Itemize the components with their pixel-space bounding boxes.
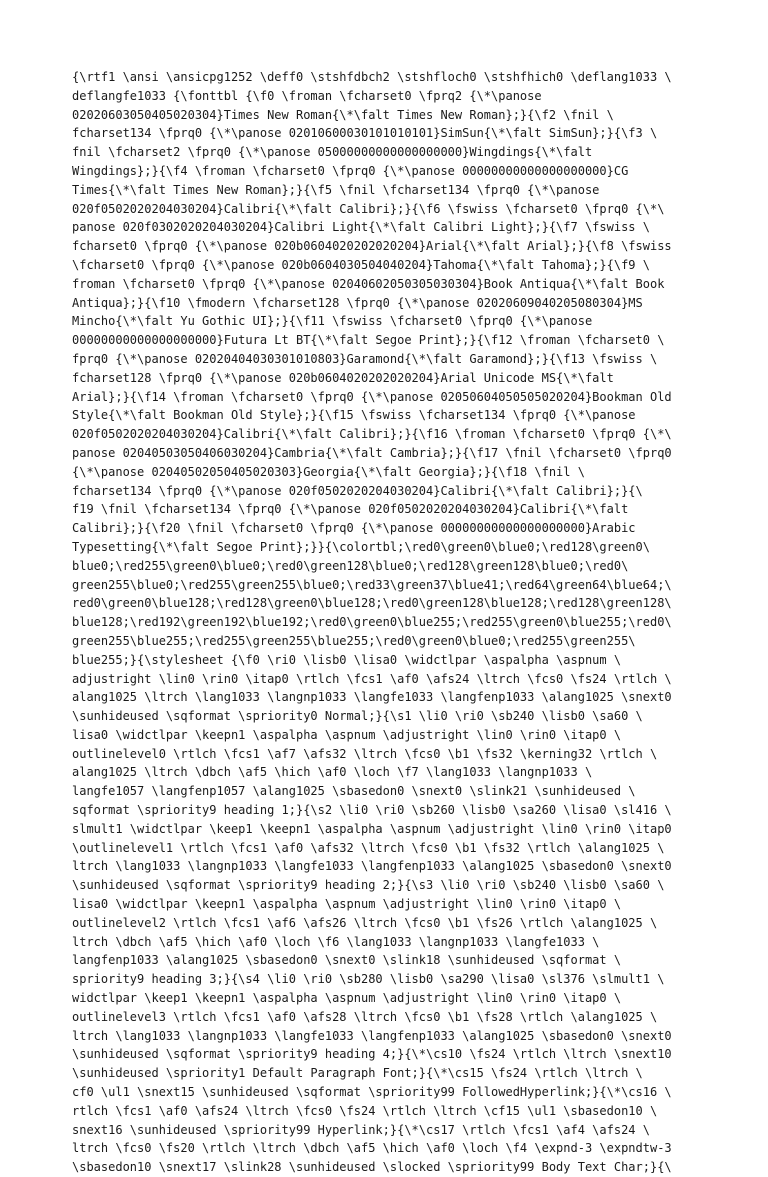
text-line: {\*\panose 02040502050405020303}Georgia{\*\falt Georgia};}{\f18 \fnil \ bbox=[72, 464, 585, 479]
text-line: blue0;\red255\green0\blue0;\red0\green128\blue0;\red128\green128\blue0;\red0\ bbox=[72, 558, 629, 573]
text-line: \fcharset0 \fprq0 {\*\panose 020b0604030504040204}Tahoma{\*\falt Tahoma};}{\f9 \ bbox=[72, 257, 650, 272]
text-line: outlinelevel3 \rtlch \fcs1 \af0 \afs28 \ltrch \fcs0 \b1 \fs28 \rtlch \alang1025 \ bbox=[72, 1009, 658, 1024]
text-line: \sunhideused \sqformat \spriority0 Normal;}{\s1 \li0 \ri0 \sb240 \lisb0 \sa60 \ bbox=[72, 709, 643, 724]
text-line: ltrch \lang1033 \langnp1033 \langfe1033 \langfenp1033 \alang1025 \sbasedon0 \snext0 bbox=[72, 859, 672, 874]
text-line: spriority9 heading 3;}{\s4 \li0 \ri0 \sb280 \lisb0 \sa290 \lisa0 \sl376 \slmult1 \ bbox=[72, 972, 665, 987]
text-line: blue255;}{\stylesheet {\f0 \ri0 \lisb0 \lisa0 \widctlpar \aspalpha \aspnum \ bbox=[72, 652, 622, 667]
text-line: \sunhideused \spriority1 Default Paragraph Font;}{\*\cs15 \fs24 \rtlch \ltrch \ bbox=[72, 1066, 643, 1081]
text-line: lisa0 \widctlpar \keepn1 \aspalpha \aspnum \adjustright \lin0 \rin0 \itap0 \ bbox=[72, 727, 622, 742]
text-line: fcharset134 \fprq0 {\*\panose 02010600030101010101}SimSun{\*\falt SimSun};}{\f3 \ bbox=[72, 126, 658, 141]
text-line: panose 020f0302020204030204}Calibri Light{\*\falt Calibri Light};}{\f7 \fswiss \ bbox=[72, 220, 650, 235]
text-line: sqformat \spriority9 heading 1;}{\s2 \li0 \ri0 \sb260 \lisb0 \sa260 \lisa0 \sl416 \ bbox=[72, 803, 672, 818]
text-line: fnil \fcharset2 \fprq0 {\*\panose 05000000000000000000}Wingdings{\*\falt bbox=[72, 145, 593, 160]
text-line: 02020603050405020304}Times New Roman{\*\falt Times New Roman};}{\f2 \fnil \ bbox=[72, 107, 614, 122]
text-line: Mincho{\*\falt Yu Gothic UI};}{\f11 \fswiss \fcharset0 \fprq0 {\*\panose bbox=[72, 314, 593, 329]
text-line: Style{\*\falt Bookman Old Style};}{\f15 \fswiss \fcharset134 \fprq0 {\*\panose bbox=[72, 408, 636, 423]
text-line: ltrch \lang1033 \langnp1033 \langfe1033 \langfenp1033 \alang1025 \sbasedon0 \snext0 bbox=[72, 1028, 672, 1043]
text-line: red0\green0\blue128;\red128\green0\blue128;\red0\green128\blue128;\red128\green128\ bbox=[72, 596, 672, 611]
rtf-source-text bbox=[72, 68, 700, 1177]
text-line: green255\blue0;\red255\green255\blue0;\red33\green37\blue41;\red64\green64\blue64;\ bbox=[72, 577, 672, 592]
text-line: cf0 \ul1 \snext15 \sunhideused \sqformat \spriority99 FollowedHyperlink;}{\*\cs16 \ bbox=[72, 1085, 672, 1100]
text-line: widctlpar \keep1 \keepn1 \aspalpha \aspnum \adjustright \lin0 \rin0 \itap0 \ bbox=[72, 991, 622, 1006]
text-line: 020f0502020204030204}Calibri{\*\falt Calibri};}{\f16 \froman \fcharset0 \fprq0 {\*\ bbox=[72, 427, 672, 442]
text-line: Typesetting{\*\falt Segoe Print};}}{\colortbl;\red0\green0\blue0;\red128\green0\ bbox=[72, 539, 650, 554]
text-line: outlinelevel2 \rtlch \fcs1 \af6 \afs26 \ltrch \fcs0 \b1 \fs26 \rtlch \alang1025 \ bbox=[72, 915, 658, 930]
text-line: Arial};}{\f14 \froman \fcharset0 \fprq0 {\*\panose 02050604050505020204}Bookman Old bbox=[72, 389, 672, 404]
text-line: outlinelevel0 \rtlch \fcs1 \af7 \afs32 \ltrch \fcs0 \b1 \fs32 \kerning32 \rtlch \ bbox=[72, 746, 658, 761]
text-line: snext16 \sunhideused \spriority99 Hyperlink;}{\*\cs17 \rtlch \fcs1 \af4 \afs24 \ bbox=[72, 1122, 650, 1137]
text-line: Wingdings};}{\f4 \froman \fcharset0 \fprq0 {\*\panose 00000000000000000000}CG bbox=[72, 163, 629, 178]
text-line: lisa0 \widctlpar \keepn1 \aspalpha \aspnum \adjustright \lin0 \rin0 \itap0 \ bbox=[72, 897, 622, 912]
text-line: \sunhideused \sqformat \spriority9 heading 4;}{\*\cs10 \fs24 \rtlch \ltrch \snext10 bbox=[72, 1047, 672, 1062]
text-line: Antiqua};}{\f10 \fmodern \fcharset128 \fprq0 {\*\panose 02020609040205080304}MS bbox=[72, 295, 643, 310]
text-line: ltrch \dbch \af5 \hich \af0 \loch \f6 \lang1033 \langnp1033 \langfe1033 \ bbox=[72, 934, 600, 949]
text-line: 00000000000000000000}Futura Lt BT{\*\falt Segoe Print};}{\f12 \froman \fcharset0 \ bbox=[72, 333, 665, 348]
text-line: {\rtf1 \ansi \ansicpg1252 \deff0 \stshfdbch2 \stshfloch0 \stshfhich0 \deflang1033 \ bbox=[72, 70, 672, 84]
text-line: adjustright \lin0 \rin0 \itap0 \rtlch \fcs1 \af0 \afs24 \ltrch \fcs0 \fs24 \rtlch \ bbox=[72, 671, 672, 686]
text-line: Calibri};}{\f20 \fnil \fcharset0 \fprq0 {\*\panose 00000000000000000000}Arabic bbox=[72, 521, 636, 536]
text-line: deflangfe1033 {\fonttbl {\f0 \froman \fcharset0 \fprq2 {\*\panose bbox=[72, 88, 542, 103]
text-line: rtlch \fcs1 \af0 \afs24 \ltrch \fcs0 \fs24 \rtlch \ltrch \cf15 \ul1 \sbasedon10 \ bbox=[72, 1103, 658, 1118]
text-line: froman \fcharset0 \fprq0 {\*\panose 02040602050305030304}Book Antiqua{\*\falt Book bbox=[72, 276, 665, 291]
text-line: alang1025 \ltrch \dbch \af5 \hich \af0 \loch \f7 \lang1033 \langnp1033 \ bbox=[72, 765, 593, 780]
text-line: fcharset0 \fprq0 {\*\panose 020b0604020202020204}Arial{\*\falt Arial};}{\f8 \fswiss bbox=[72, 239, 672, 254]
text-line: \outlinelevel1 \rtlch \fcs1 \af0 \afs32 \ltrch \fcs0 \b1 \fs32 \rtlch \alang1025 \ bbox=[72, 840, 665, 855]
text-line: langfe1057 \langfenp1057 \alang1025 \sbasedon0 \snext0 \slink21 \sunhideused \ bbox=[72, 784, 636, 799]
text-line: fcharset128 \fprq0 {\*\panose 020b0604020202020204}Arial Unicode MS{\*\falt bbox=[72, 370, 614, 385]
text-line: green255\blue255;\red255\green255\blue255;\red0\green0\blue0;\red255\green255\ bbox=[72, 633, 636, 648]
text-line: blue128;\red192\green192\blue192;\red0\green0\blue255;\red255\green0\blue255;\red0\ bbox=[72, 615, 672, 630]
text-line: alang1025 \ltrch \lang1033 \langnp1033 \langfe1033 \langfenp1033 \alang1025 \snext0 bbox=[72, 690, 672, 705]
text-line: langfenp1033 \alang1025 \sbasedon0 \snext0 \slink18 \sunhideused \sqformat \ bbox=[72, 953, 622, 968]
text-line: 020f0502020204030204}Calibri{\*\falt Calibri};}{\f6 \fswiss \fcharset0 \fprq0 {\*\ bbox=[72, 201, 665, 216]
text-line: \sbasedon10 \snext17 \slink28 \sunhideused \slocked \spriority99 Body Text Char;}{\ bbox=[72, 1160, 672, 1175]
text-line: fcharset134 \fprq0 {\*\panose 020f0502020204030204}Calibri{\*\falt Calibri};}{\ bbox=[72, 483, 643, 498]
text-line: \sunhideused \sqformat \spriority9 heading 2;}{\s3 \li0 \ri0 \sb240 \lisb0 \sa60 \ bbox=[72, 878, 665, 893]
text-line: Times{\*\falt Times New Roman};}{\f5 \fnil \fcharset134 \fprq0 {\*\panose bbox=[72, 182, 600, 197]
text-line: panose 02040503050406030204}Cambria{\*\falt Cambria};}{\f17 \fnil \fcharset0 \fprq0 bbox=[72, 445, 672, 460]
text-line: slmult1 \widctlpar \keep1 \keepn1 \aspalpha \aspnum \adjustright \lin0 \rin0 \itap0 bbox=[72, 821, 672, 836]
text-line: f19 \fnil \fcharset134 \fprq0 {\*\panose 020f0502020204030204}Calibri{\*\falt bbox=[72, 502, 629, 517]
text-line: fprq0 {\*\panose 02020404030301010803}Garamond{\*\falt Garamond};}{\f13 \fswiss \ bbox=[72, 351, 658, 366]
text-line: ltrch \fcs0 \fs20 \rtlch \ltrch \dbch \af5 \hich \af0 \loch \f4 \expnd-3 \expndtw-3 bbox=[72, 1141, 672, 1156]
